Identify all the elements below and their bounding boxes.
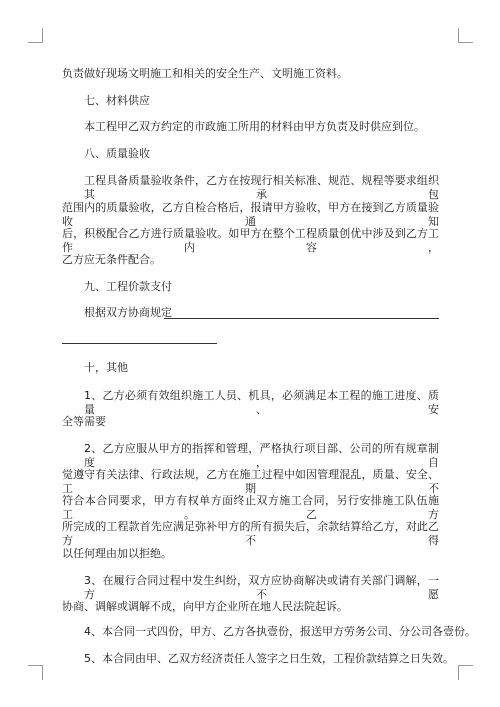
blank-fill-line (164, 318, 439, 319)
crop-mark-bottom-left (28, 665, 43, 680)
section-10-heading: 十，其他 (84, 361, 128, 375)
intro-tail-text: 负责做好现场文明施工和相关的安全生产、文明施工资料。 (62, 67, 348, 80)
item-4-text: 4、本合同一式四份，甲方、乙方各执壹份，报送甲方劳务公司、分公司各壹份。 (84, 625, 476, 638)
section-8-line-2: 范围内的质量验收，乙方自检合格后，报请甲方验收，甲方在接到乙方质量验收通知 (62, 200, 439, 228)
blank-fill-line-2 (62, 343, 217, 344)
crop-mark-bottom-right (458, 665, 473, 680)
item-2-line-4: 所完成的工程款首先应满足弥补甲方的所有损失后，余款结算给乙方，对此乙方不得 (62, 520, 439, 548)
item-3-line-2: 协商、调解或调解不成，向甲方企业所在地人民法院起诉。 (62, 600, 348, 613)
section-7-body: 本工程甲乙双方约定的市政施工所用的材料由甲方负责及时供应到位。 (84, 120, 425, 134)
crop-mark-top-left (28, 28, 43, 43)
item-2-line-1: 2、乙方应服从甲方的指挥和管理，严格执行项目部、公司的所有规章制度，自 (84, 441, 439, 469)
item-2-line-2: 觉遵守有关法律、行政法规，乙方在施工过程中如因管理混乱，质量、安全、工期不 (62, 468, 439, 496)
section-8-line-4: 乙方应无条件配合。 (62, 253, 161, 267)
section-9-body: 根据双方协商规定 (84, 306, 172, 320)
crop-mark-top-right (458, 28, 473, 43)
item-3-line-1: 3、在履行合同过程中发生纠纷，双方应协商解决或请有关部门调解，一方不愿 (84, 573, 439, 601)
item-1-line-2: 全等需要 (62, 414, 106, 428)
item-2-line-3: 符合本合同要求，甲方有权单方面终止双方施工合同，另行安排施工队伍施工。乙方 (62, 494, 439, 522)
section-8-line-3: 后，积极配合乙方进行质量验收。如甲方在整个工程质量创优中涉及到乙方工作内容， (62, 226, 439, 254)
section-9-heading: 九、工程价款支付 (84, 280, 172, 294)
item-1-line-1: 1、乙方必须有效组织施工人员、机具，必须满足本工程的施工进度、质量、安 (84, 388, 439, 416)
section-7-heading: 七、材料供应 (84, 94, 150, 108)
item-2-line-5: 以任何理由加以拒绝。 (62, 546, 172, 560)
section-8-line-1: 工程具备质量验收条件，乙方在按现行相关标准、规范、规程等要求组织其承包 (84, 174, 439, 202)
item-5-text: 5、本合同由甲、乙双方经济责任人签字之日生效，工程价款结算之日失效。 (84, 652, 454, 665)
section-8-heading: 八、质量验收 (84, 147, 150, 161)
